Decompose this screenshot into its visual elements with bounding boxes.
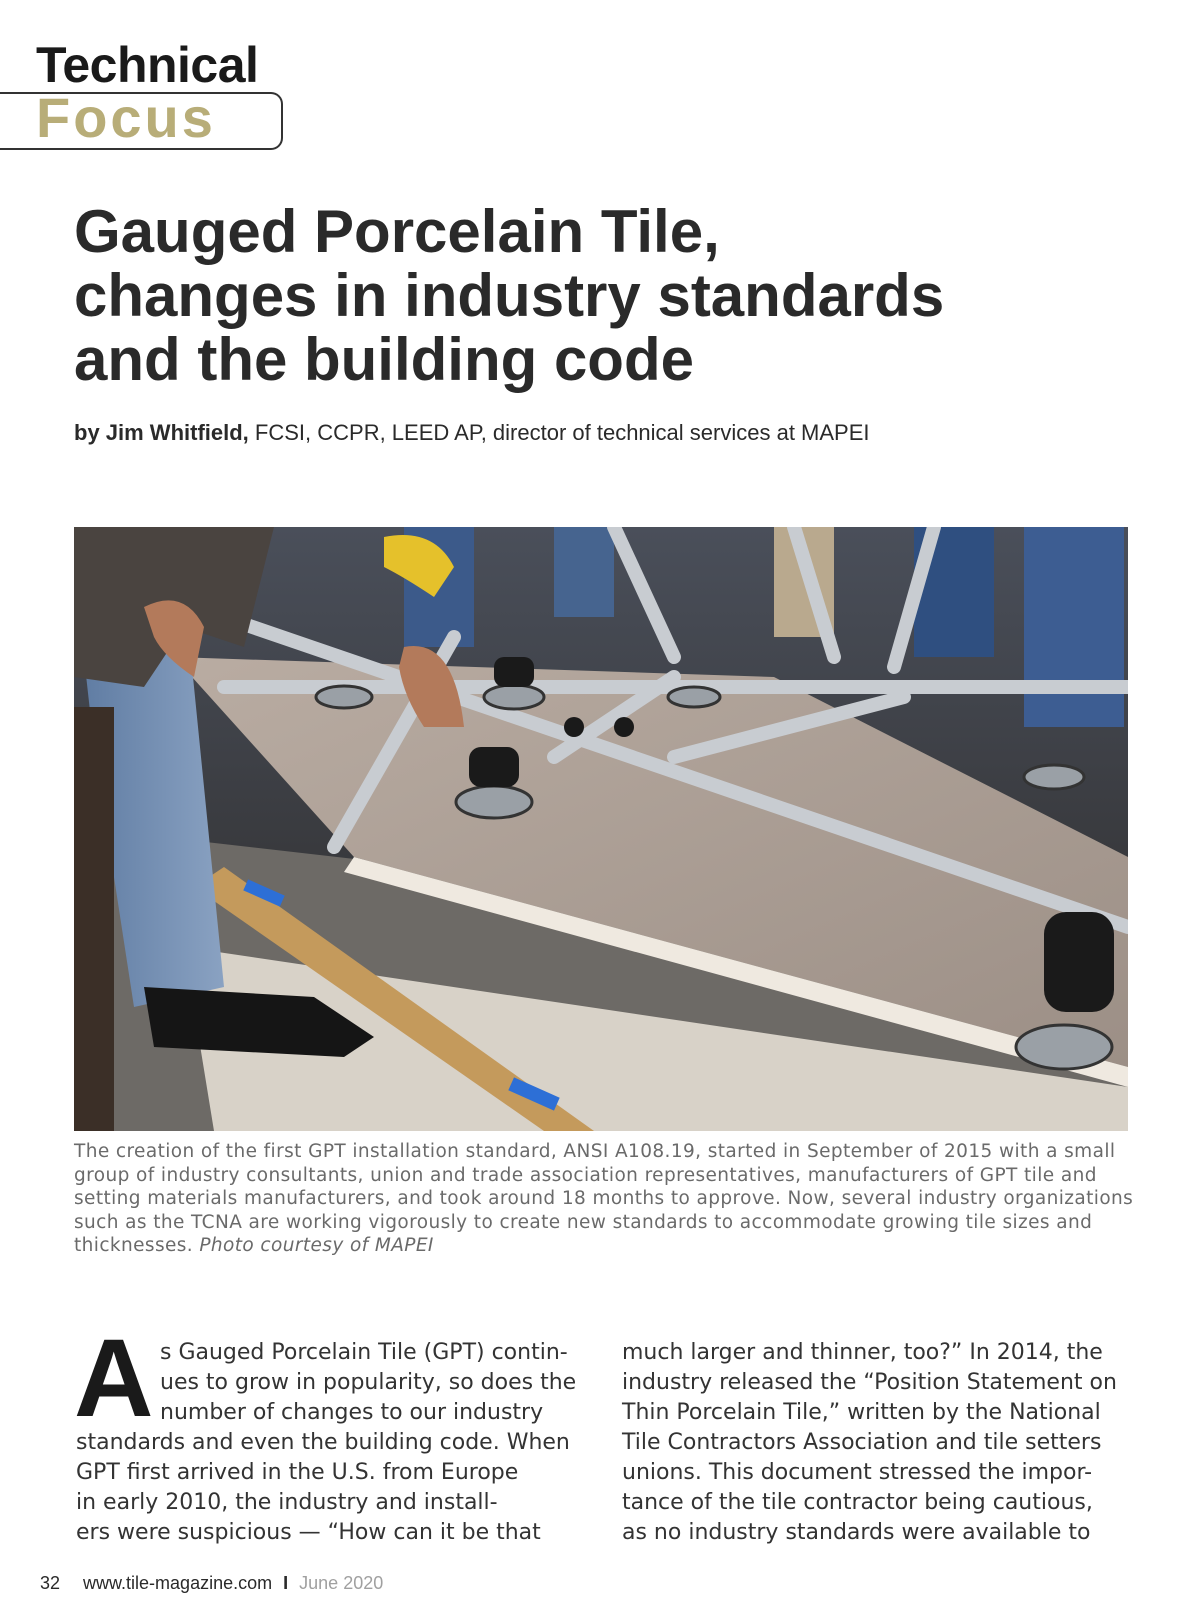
caption-text: The creation of the first GPT installation standard, ANSI A108.19, started in September of 2015 with a small group of industry consultants, union and trade association representatives, manufacturers of GPT tile and setting materials manufacturers, and took around 18 months to approve. Now, several industry organizations such as the TCNA are working vigorously to create new standards to accommodate growing tile sizes and thicknesses. — [74, 1141, 1134, 1256]
body-line: s Gauged Porcelain Tile (GPT) contin- — [160, 1340, 568, 1365]
article-title — [74, 200, 1154, 392]
author-credentials: FCSI, CCPR, LEED AP, director of technical services at MAPEI — [248, 420, 870, 445]
body-line: much larger and thinner, too?” In 2014, the — [622, 1340, 1103, 1365]
body-line: unions. This document stressed the impor- — [622, 1460, 1093, 1485]
body-line: Thin Porcelain Tile,” written by the National — [622, 1400, 1101, 1425]
body-line: industry released the “Position Statement on — [622, 1370, 1117, 1395]
author-name: by Jim Whitfield, — [74, 420, 249, 445]
body-line: standards and even the building code. When — [76, 1430, 570, 1455]
section-tag — [0, 37, 290, 155]
byline — [74, 420, 870, 446]
body-line: number of changes to our industry — [160, 1400, 544, 1425]
article-title-line: Gauged Porcelain Tile, — [74, 198, 720, 265]
body-line: in early 2010, the industry and install- — [76, 1490, 498, 1515]
photo-caption — [74, 1140, 1134, 1258]
body-line: Tile Contractors Association and tile setters — [622, 1430, 1102, 1455]
body-line: as no industry standards were available to — [622, 1520, 1091, 1545]
article-photo — [74, 527, 1128, 1131]
body-line: GPT first arrived in the U.S. from Europe — [76, 1460, 519, 1485]
body-column-left — [76, 1338, 576, 1548]
body-column-right — [622, 1338, 1122, 1548]
article-title-line: changes in industry standards — [74, 262, 945, 329]
page-footer — [40, 1573, 383, 1594]
body-line: tance of the tile contractor being cautious, — [622, 1490, 1093, 1515]
section-tag-focus: Focus — [36, 86, 216, 149]
photo-credit: Photo courtesy of MAPEI — [199, 1235, 434, 1256]
article-title-line: and the building code — [74, 326, 694, 393]
drop-cap: A — [74, 1317, 154, 1440]
footer-separator: I — [283, 1573, 289, 1593]
section-tag-technical: Technical — [36, 37, 259, 93]
body-line: ers were suspicious — “How can it be that — [76, 1520, 541, 1545]
body-line: ues to grow in popularity, so does the — [160, 1370, 577, 1395]
website-link[interactable]: www.tile-magazine.com — [83, 1573, 273, 1593]
issue-date: June 2020 — [299, 1573, 384, 1593]
page-number: 32 — [40, 1573, 61, 1593]
